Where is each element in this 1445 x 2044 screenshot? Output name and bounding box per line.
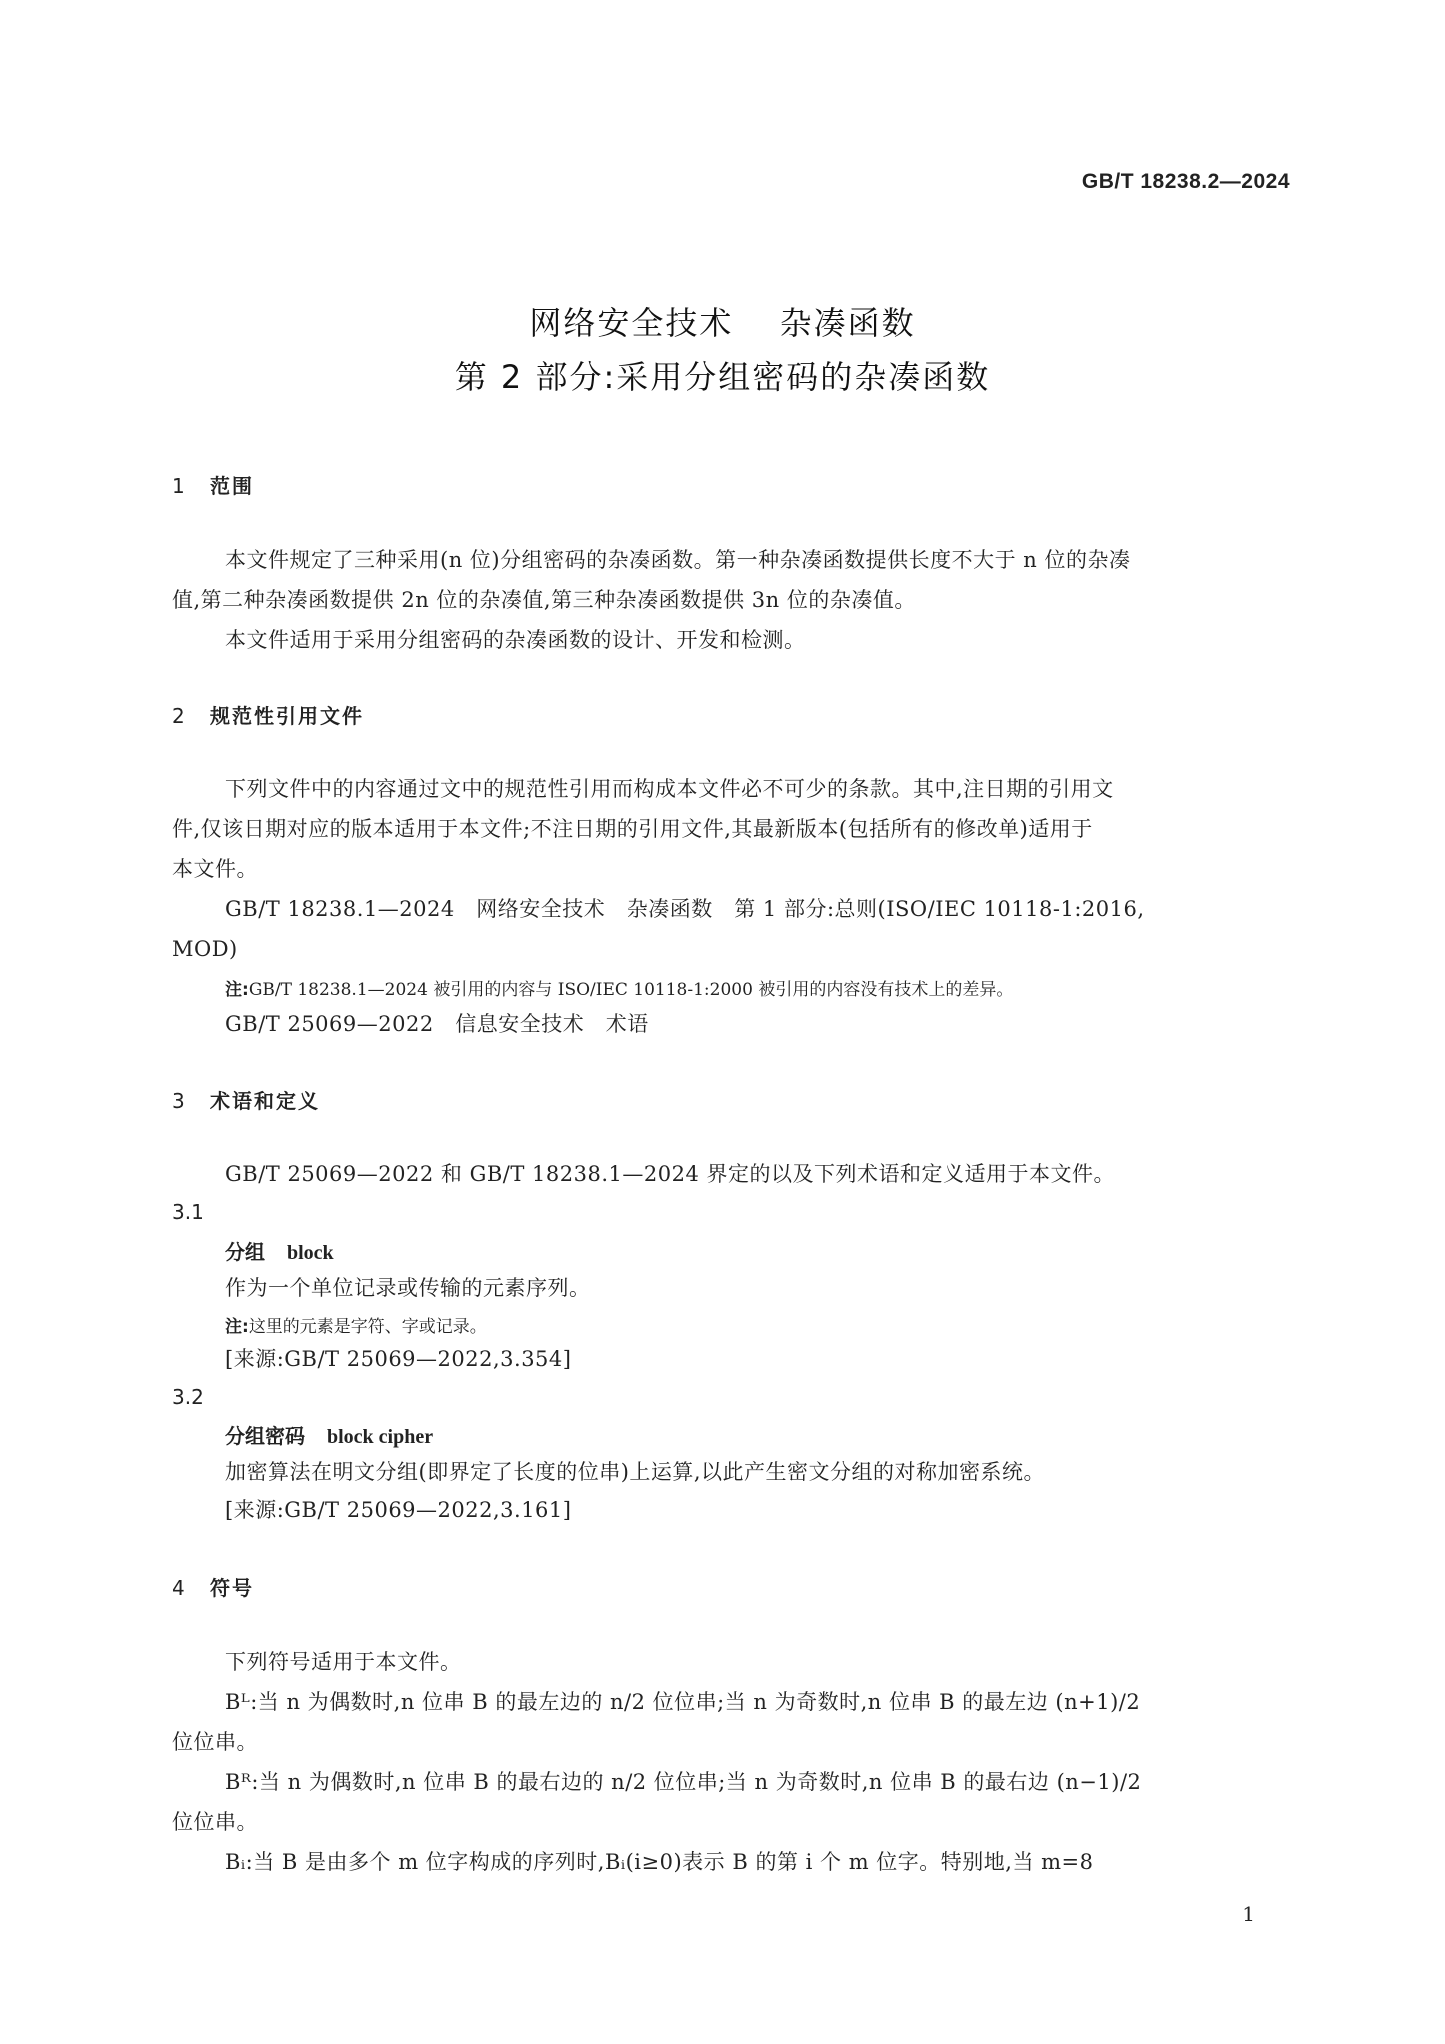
paragraph: 本文件规定了三种采用(n 位)分组密码的杂凑函数。第一种杂凑函数提供长度不大于 n 位的杂凑 xyxy=(225,548,1131,572)
term-heading xyxy=(225,1236,334,1265)
term-source: [来源:GB/T 25069—2022,3.161] xyxy=(225,1498,572,1522)
section-number: 3 xyxy=(172,1089,187,1113)
paragraph: GB/T 25069—2022 和 GB/T 18238.1—2024 界定的以及下列术语和定义适用于本文件。 xyxy=(225,1162,1115,1186)
section-2-heading xyxy=(172,700,364,729)
term-en: block cipher xyxy=(327,1426,434,1448)
term-zh: 分组密码 xyxy=(225,1424,305,1448)
paragraph: 值,第二种杂凑函数提供 2n 位的杂凑值,第三种杂凑函数提供 3n 位的杂凑值。 xyxy=(172,588,916,612)
note-label: 注: xyxy=(225,1317,249,1337)
symbol-definition: Bᴸ:当 n 为偶数时,n 位串 B 的最左边的 n/2 位位串;当 n 为奇数时,n 位串 B 的最左边 (n+1)/2 xyxy=(225,1690,1141,1714)
normative-reference: MOD) xyxy=(172,937,238,961)
section-number: 2 xyxy=(172,704,187,728)
symbol-definition: Bᵢ:当 B 是由多个 m 位字构成的序列时,Bᵢ(i≥0)表示 B 的第 i 个 m 位字。特别地,当 m=8 xyxy=(225,1850,1094,1874)
term-zh: 分组 xyxy=(225,1240,265,1264)
paragraph: 本文件。 xyxy=(172,857,258,881)
paragraph: 下列文件中的内容通过文中的规范性引用而构成本文件必不可少的条款。其中,注日期的引用文 xyxy=(225,777,1114,801)
paragraph: 本文件适用于采用分组密码的杂凑函数的设计、开发和检测。 xyxy=(225,628,806,652)
document-title-line1: 网络安全技术 杂凑函数 xyxy=(529,304,916,342)
note-text: 这里的元素是字符、字或记录。 xyxy=(248,1317,487,1337)
section-title: 术语和定义 xyxy=(210,1089,320,1113)
page-number: 1 xyxy=(1242,1902,1255,1926)
normative-reference: GB/T 18238.1—2024 网络安全技术 杂凑函数 第 1 部分:总则(ISO/IEC 10118-1:2016, xyxy=(225,897,1145,921)
section-number: 4 xyxy=(172,1576,187,1600)
term-number: 3.2 xyxy=(172,1385,204,1409)
section-1-heading xyxy=(172,470,254,499)
term-definition: 加密算法在明文分组(即界定了长度的位串)上运算,以此产生密文分组的对称加密系统。 xyxy=(225,1460,1046,1484)
standard-number: GB/T 18238.2—2024 xyxy=(1081,170,1290,193)
note-text: GB/T 18238.1—2024 被引用的内容与 ISO/IEC 10118-1:2000 被引用的内容没有技术上的差异。 xyxy=(248,980,1014,1000)
paragraph: 下列符号适用于本文件。 xyxy=(225,1650,462,1674)
note-label: 注: xyxy=(225,980,249,1000)
section-title: 规范性引用文件 xyxy=(210,704,364,728)
paragraph: 件,仅该日期对应的版本适用于本文件;不注日期的引用文件,其最新版本(包括所有的修改单)适用于 xyxy=(172,817,1093,841)
normative-reference: GB/T 25069—2022 信息安全技术 术语 xyxy=(225,1012,649,1036)
note xyxy=(225,975,1013,1000)
section-title: 范围 xyxy=(210,474,254,498)
section-number: 1 xyxy=(172,474,187,498)
symbol-definition: Bᴿ:当 n 为偶数时,n 位串 B 的最右边的 n/2 位位串;当 n 为奇数时,n 位串 B 的最右边 (n−1)/2 xyxy=(225,1770,1142,1794)
section-4-heading xyxy=(172,1572,254,1601)
section-title: 符号 xyxy=(210,1576,254,1600)
document-title-line2: 第 2 部分:采用分组密码的杂凑函数 xyxy=(454,358,991,396)
section-3-heading xyxy=(172,1085,320,1114)
term-definition: 作为一个单位记录或传输的元素序列。 xyxy=(225,1276,591,1300)
symbol-definition: 位位串。 xyxy=(172,1730,258,1754)
term-en: block xyxy=(287,1242,334,1264)
term-number: 3.1 xyxy=(172,1200,204,1224)
note xyxy=(225,1312,487,1337)
term-heading xyxy=(225,1420,433,1449)
term-source: [来源:GB/T 25069—2022,3.354] xyxy=(225,1347,572,1371)
symbol-definition: 位位串。 xyxy=(172,1810,258,1834)
